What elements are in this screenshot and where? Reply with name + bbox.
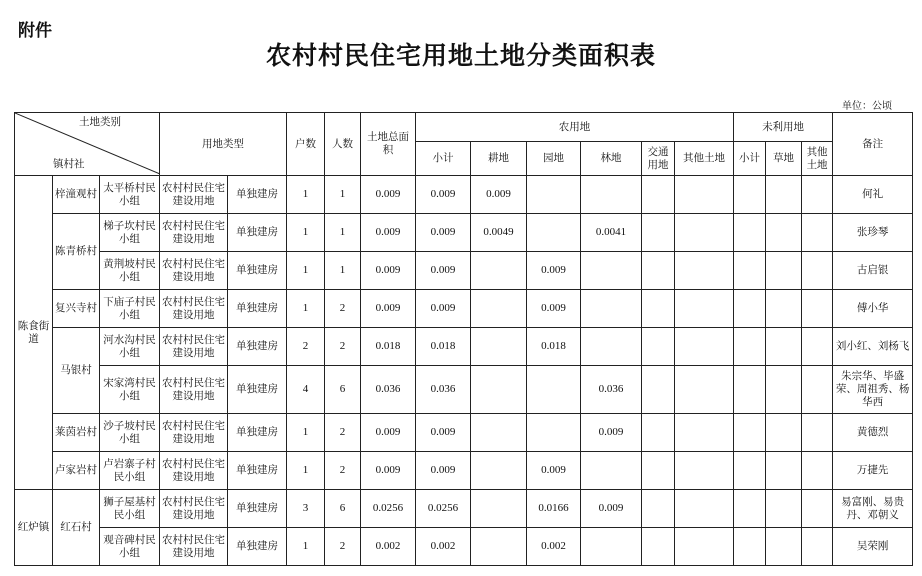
group-cell: 观音碑村民小组 — [100, 528, 160, 566]
grassland-cell — [766, 366, 802, 414]
town-cell: 红炉镇 — [15, 490, 53, 566]
group-cell: 太平桥村民小组 — [100, 176, 160, 214]
households-cell: 2 — [287, 328, 325, 366]
header-agricultural: 农用地 — [416, 113, 734, 142]
cultivated-cell — [471, 414, 527, 452]
unused-other-cell — [802, 414, 833, 452]
subtotal-cell: 0.0256 — [416, 490, 471, 528]
unused-other-cell — [802, 176, 833, 214]
header-subtotal: 小计 — [416, 142, 471, 176]
land-type-cell: 农村村民住宅建设用地 — [160, 452, 228, 490]
other-land-cell — [675, 414, 734, 452]
subtotal-cell: 0.009 — [416, 176, 471, 214]
remark-cell: 古启银 — [833, 252, 913, 290]
build-type-cell: 单独建房 — [228, 490, 287, 528]
build-type-cell: 单独建房 — [228, 328, 287, 366]
remark-cell: 张珍琴 — [833, 214, 913, 252]
village-cell: 红石村 — [53, 490, 100, 566]
transport-cell — [642, 328, 675, 366]
table-row — [15, 176, 913, 214]
remark-cell: 刘小红、刘杨飞 — [833, 328, 913, 366]
build-type-cell: 单独建房 — [228, 214, 287, 252]
transport-cell — [642, 452, 675, 490]
table-body — [15, 113, 913, 566]
header-row-1 — [15, 113, 913, 142]
table-row — [15, 366, 913, 414]
households-cell: 1 — [287, 452, 325, 490]
build-type-cell: 单独建房 — [228, 452, 287, 490]
table-row — [15, 490, 913, 528]
total-area-cell: 0.009 — [361, 176, 416, 214]
transport-cell — [642, 490, 675, 528]
other-land-cell — [675, 290, 734, 328]
build-type-cell: 单独建房 — [228, 290, 287, 328]
forest-cell — [581, 452, 642, 490]
grassland-cell — [766, 414, 802, 452]
households-cell: 1 — [287, 176, 325, 214]
total-area-cell: 0.009 — [361, 214, 416, 252]
diag-bottom-label: 镇村社 — [53, 158, 85, 170]
total-area-cell: 0.009 — [361, 290, 416, 328]
transport-cell — [642, 366, 675, 414]
unused-other-cell — [802, 214, 833, 252]
grassland-cell — [766, 528, 802, 566]
unused-subtotal-cell — [734, 328, 766, 366]
unused-other-cell — [802, 366, 833, 414]
grassland-cell — [766, 328, 802, 366]
group-cell: 沙子坡村民小组 — [100, 414, 160, 452]
unused-other-cell — [802, 452, 833, 490]
cultivated-cell — [471, 490, 527, 528]
header-unused-subtotal: 小计 — [734, 142, 766, 176]
unused-subtotal-cell — [734, 366, 766, 414]
other-land-cell — [675, 366, 734, 414]
table-row — [15, 214, 913, 252]
town-cell: 陈食街道 — [15, 176, 53, 490]
remark-cell: 傅小华 — [833, 290, 913, 328]
cultivated-cell: 0.009 — [471, 176, 527, 214]
forest-cell: 0.0041 — [581, 214, 642, 252]
village-cell: 莱茵岩村 — [53, 414, 100, 452]
unused-subtotal-cell — [734, 490, 766, 528]
total-area-cell: 0.0256 — [361, 490, 416, 528]
group-cell: 下庙子村民小组 — [100, 290, 160, 328]
forest-cell — [581, 528, 642, 566]
forest-cell — [581, 252, 642, 290]
other-land-cell — [675, 528, 734, 566]
remark-cell: 黄德烈 — [833, 414, 913, 452]
cultivated-cell — [471, 328, 527, 366]
unused-subtotal-cell — [734, 176, 766, 214]
land-type-cell: 农村村民住宅建设用地 — [160, 366, 228, 414]
unused-other-cell — [802, 490, 833, 528]
header-forest: 林地 — [581, 142, 642, 176]
group-cell: 宋家湾村民小组 — [100, 366, 160, 414]
unused-other-cell — [802, 252, 833, 290]
persons-cell: 2 — [325, 328, 361, 366]
garden-cell — [527, 176, 581, 214]
header-unused-other: 其他土地 — [802, 142, 833, 176]
transport-cell — [642, 414, 675, 452]
land-type-cell: 农村村民住宅建设用地 — [160, 414, 228, 452]
unused-other-cell — [802, 290, 833, 328]
header-transport: 交通用地 — [642, 142, 675, 176]
other-land-cell — [675, 252, 734, 290]
households-cell: 1 — [287, 414, 325, 452]
table-row — [15, 290, 913, 328]
unused-other-cell — [802, 528, 833, 566]
total-area-cell: 0.036 — [361, 366, 416, 414]
grassland-cell — [766, 252, 802, 290]
persons-cell: 2 — [325, 414, 361, 452]
other-land-cell — [675, 452, 734, 490]
other-land-cell — [675, 490, 734, 528]
total-area-cell: 0.018 — [361, 328, 416, 366]
transport-cell — [642, 214, 675, 252]
grassland-cell — [766, 214, 802, 252]
land-type-cell: 农村村民住宅建设用地 — [160, 176, 228, 214]
persons-cell: 1 — [325, 176, 361, 214]
header-land-use-type: 用地类型 — [160, 113, 287, 176]
land-type-cell: 农村村民住宅建设用地 — [160, 528, 228, 566]
village-cell: 马银村 — [53, 328, 100, 414]
table-row — [15, 414, 913, 452]
households-cell: 4 — [287, 366, 325, 414]
subtotal-cell: 0.009 — [416, 214, 471, 252]
attachment-label: 附件 — [18, 21, 52, 41]
garden-cell: 0.009 — [527, 452, 581, 490]
forest-cell: 0.036 — [581, 366, 642, 414]
garden-cell: 0.0166 — [527, 490, 581, 528]
unused-subtotal-cell — [734, 414, 766, 452]
subtotal-cell: 0.009 — [416, 252, 471, 290]
persons-cell: 2 — [325, 528, 361, 566]
transport-cell — [642, 290, 675, 328]
diagonal-header-cell — [15, 113, 160, 176]
group-cell: 黄荆坡村民小组 — [100, 252, 160, 290]
remark-cell: 朱宗华、毕盛荣、周祖秀、杨华西 — [833, 366, 913, 414]
village-cell: 陈青桥村 — [53, 214, 100, 290]
unused-other-cell — [802, 328, 833, 366]
total-area-cell: 0.009 — [361, 414, 416, 452]
group-cell: 卢岩寨子村民小组 — [100, 452, 160, 490]
subtotal-cell: 0.018 — [416, 328, 471, 366]
garden-cell: 0.002 — [527, 528, 581, 566]
unused-subtotal-cell — [734, 452, 766, 490]
total-area-cell: 0.009 — [361, 252, 416, 290]
village-cell: 梓潼观村 — [53, 176, 100, 214]
subtotal-cell: 0.009 — [416, 414, 471, 452]
land-type-cell: 农村村民住宅建设用地 — [160, 290, 228, 328]
garden-cell: 0.009 — [527, 252, 581, 290]
grassland-cell — [766, 490, 802, 528]
header-total-area: 土地总面积 — [361, 113, 416, 176]
build-type-cell: 单独建房 — [228, 414, 287, 452]
households-cell: 1 — [287, 252, 325, 290]
group-cell: 狮子屋基村民小组 — [100, 490, 160, 528]
build-type-cell: 单独建房 — [228, 528, 287, 566]
persons-cell: 6 — [325, 490, 361, 528]
other-land-cell — [675, 328, 734, 366]
header-persons: 人数 — [325, 113, 361, 176]
transport-cell — [642, 176, 675, 214]
build-type-cell: 单独建房 — [228, 366, 287, 414]
subtotal-cell: 0.009 — [416, 290, 471, 328]
unit-label: 单位：公顷 — [842, 101, 892, 112]
cultivated-cell — [471, 452, 527, 490]
build-type-cell: 单独建房 — [228, 176, 287, 214]
unused-subtotal-cell — [734, 214, 766, 252]
other-land-cell — [675, 214, 734, 252]
households-cell: 1 — [287, 290, 325, 328]
total-area-cell: 0.009 — [361, 452, 416, 490]
group-cell: 梯子坎村民小组 — [100, 214, 160, 252]
garden-cell — [527, 366, 581, 414]
transport-cell — [642, 252, 675, 290]
persons-cell: 1 — [325, 214, 361, 252]
cultivated-cell: 0.0049 — [471, 214, 527, 252]
cultivated-cell — [471, 366, 527, 414]
remark-cell: 万捷先 — [833, 452, 913, 490]
land-area-table — [14, 112, 913, 566]
garden-cell: 0.009 — [527, 290, 581, 328]
unused-subtotal-cell — [734, 290, 766, 328]
grassland-cell — [766, 452, 802, 490]
subtotal-cell: 0.009 — [416, 452, 471, 490]
header-remarks: 备注 — [833, 113, 913, 176]
remark-cell: 吴荣刚 — [833, 528, 913, 566]
land-type-cell: 农村村民住宅建设用地 — [160, 252, 228, 290]
header-grassland: 草地 — [766, 142, 802, 176]
garden-cell: 0.018 — [527, 328, 581, 366]
table-row — [15, 452, 913, 490]
garden-cell — [527, 414, 581, 452]
transport-cell — [642, 528, 675, 566]
build-type-cell: 单独建房 — [228, 252, 287, 290]
header-cultivated: 耕地 — [471, 142, 527, 176]
header-households: 户数 — [287, 113, 325, 176]
header-garden: 园地 — [527, 142, 581, 176]
forest-cell — [581, 290, 642, 328]
subtotal-cell: 0.036 — [416, 366, 471, 414]
page-title: 农村村民住宅用地土地分类面积表 — [265, 41, 656, 70]
garden-cell — [527, 214, 581, 252]
total-area-cell: 0.002 — [361, 528, 416, 566]
forest-cell: 0.009 — [581, 414, 642, 452]
households-cell: 1 — [287, 214, 325, 252]
diag-top-label: 土地类别 — [79, 116, 122, 128]
land-type-cell: 农村村民住宅建设用地 — [160, 328, 228, 366]
grassland-cell — [766, 290, 802, 328]
table-row — [15, 252, 913, 290]
header-other-land: 其他土地 — [675, 142, 734, 176]
header-unused: 未利用地 — [734, 113, 833, 142]
grassland-cell — [766, 176, 802, 214]
subtotal-cell: 0.002 — [416, 528, 471, 566]
table-row — [15, 528, 913, 566]
village-cell: 复兴寺村 — [53, 290, 100, 328]
households-cell: 3 — [287, 490, 325, 528]
forest-cell — [581, 328, 642, 366]
remark-cell: 何礼 — [833, 176, 913, 214]
forest-cell — [581, 176, 642, 214]
persons-cell: 1 — [325, 252, 361, 290]
remark-cell: 易富刚、易贵丹、邓朝义 — [833, 490, 913, 528]
unused-subtotal-cell — [734, 252, 766, 290]
unused-subtotal-cell — [734, 528, 766, 566]
table-row — [15, 328, 913, 366]
group-cell: 河水沟村民小组 — [100, 328, 160, 366]
other-land-cell — [675, 176, 734, 214]
land-type-cell: 农村村民住宅建设用地 — [160, 490, 228, 528]
cultivated-cell — [471, 528, 527, 566]
persons-cell: 6 — [325, 366, 361, 414]
village-cell: 卢家岩村 — [53, 452, 100, 490]
persons-cell: 2 — [325, 290, 361, 328]
cultivated-cell — [471, 252, 527, 290]
households-cell: 1 — [287, 528, 325, 566]
land-type-cell: 农村村民住宅建设用地 — [160, 214, 228, 252]
cultivated-cell — [471, 290, 527, 328]
persons-cell: 2 — [325, 452, 361, 490]
forest-cell: 0.009 — [581, 490, 642, 528]
